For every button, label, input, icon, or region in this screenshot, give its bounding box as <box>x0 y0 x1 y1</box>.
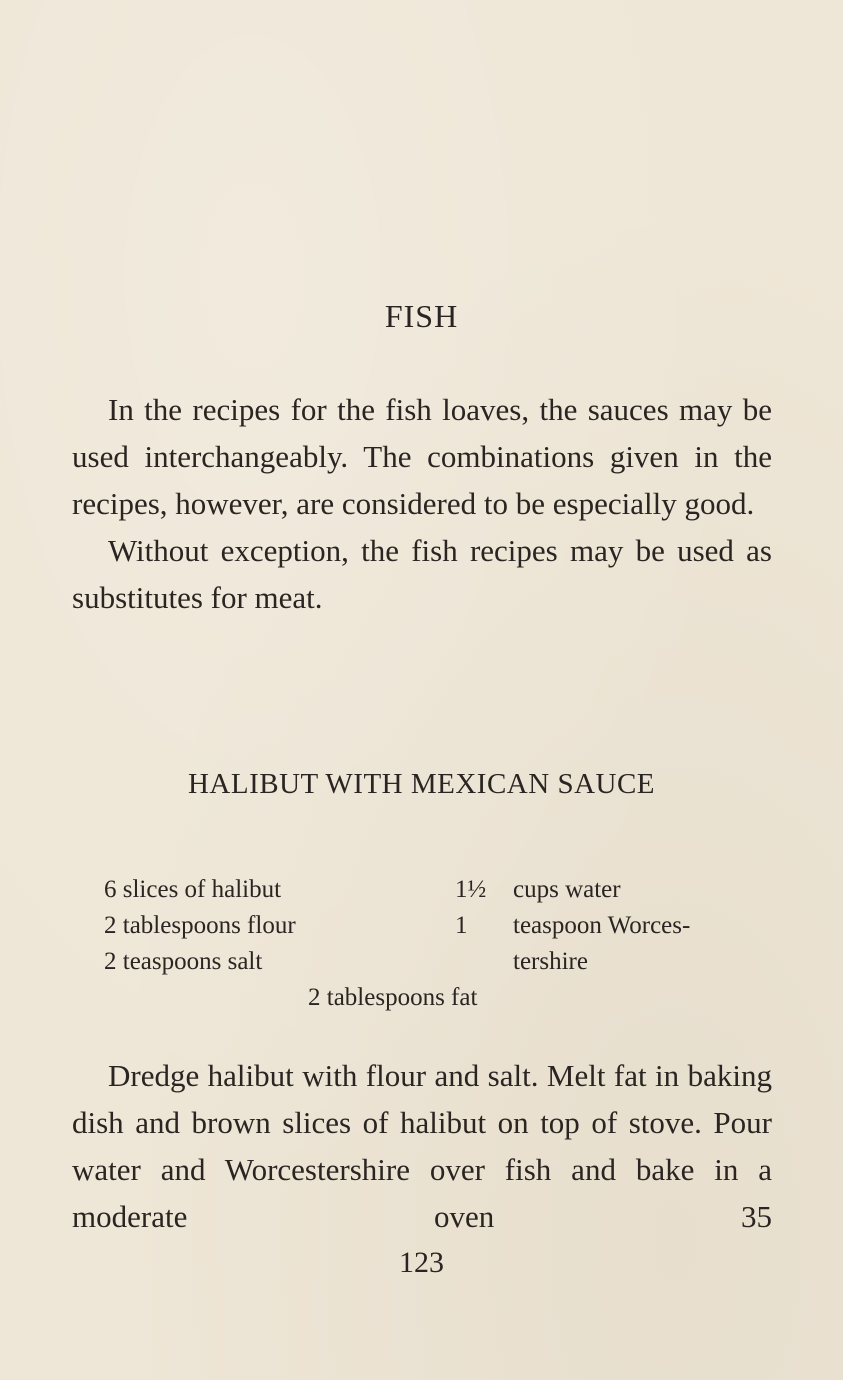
ingredient-text: cups water <box>513 876 621 903</box>
ingredient-item: 2 tablespoons fat <box>308 984 478 1011</box>
ingredient-quantity <box>455 944 513 980</box>
ingredient-item: 2 tablespoons flour <box>104 912 296 939</box>
page-number: 123 <box>399 1246 444 1279</box>
recipe-title: HALIBUT WITH MEXICAN SAUCE <box>187 768 656 800</box>
ingredient-text: teaspoon Worces- <box>513 912 691 939</box>
method-paragraph: Dredge halibut with flour and salt. Melt fat in baking dish and brown slices of halibut on top of stove. Pour water and Worcestershire over fish and bake in a moderate oven 35 <box>72 1058 772 1234</box>
ingredient-item <box>455 944 771 980</box>
ingredient-item: 6 slices of halibut <box>104 876 282 903</box>
intro-text <box>72 386 772 621</box>
section-title: FISH <box>384 298 459 334</box>
intro-paragraph-1: In the recipes for the fish loaves, the sauces may be used interchangeably. The combinations given in the recipes, however, are considered to be especially good. <box>72 392 772 521</box>
ingredient-quantity: 1½ <box>455 876 487 903</box>
ingredient-quantity: 1 <box>455 912 468 939</box>
ingredient-item <box>455 908 771 944</box>
ingredients-right-column <box>455 872 771 980</box>
ingredients-left-column <box>104 872 296 980</box>
ingredient-item <box>455 872 771 908</box>
recipe-method <box>72 1052 772 1240</box>
ingredient-item: 2 teaspoons salt <box>104 948 263 975</box>
ingredient-text: tershire <box>513 948 588 975</box>
intro-paragraph-2: Without exception, the fish recipes may be used as substitutes for meat. <box>72 533 772 615</box>
